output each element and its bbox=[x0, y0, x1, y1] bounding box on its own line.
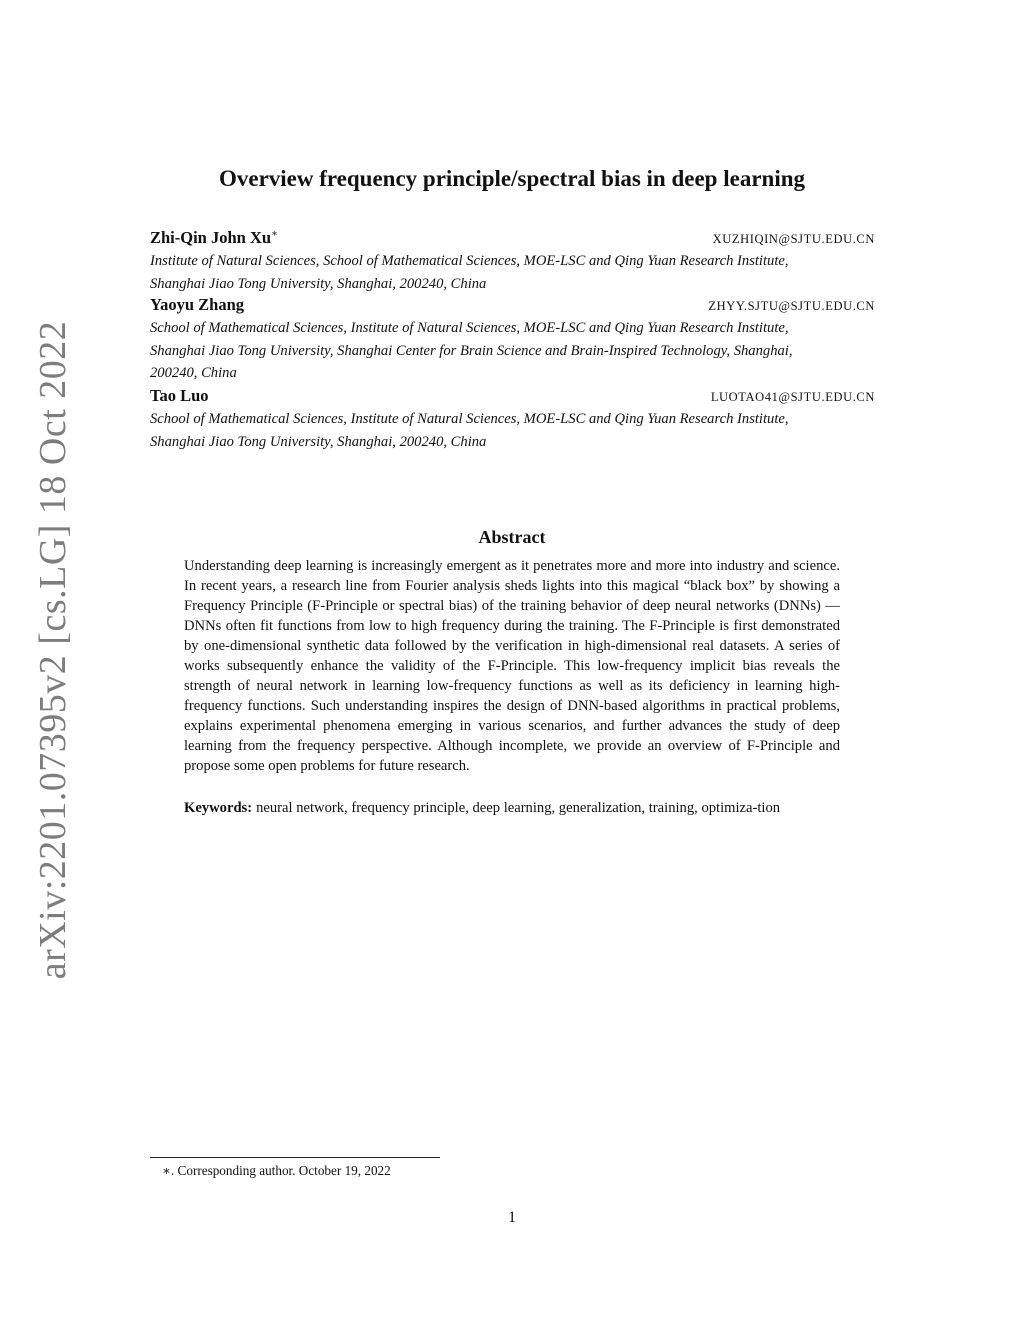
footnote-divider bbox=[150, 1157, 440, 1158]
author-email[interactable]: ZHYY.SJTU@SJTU.EDU.CN bbox=[708, 299, 875, 313]
author-affiliation: Shanghai Jiao Tong University, Shanghai, 200240, China bbox=[150, 275, 487, 292]
abstract-heading: Abstract bbox=[478, 527, 546, 547]
author-affiliation: 200240, China bbox=[150, 365, 237, 382]
author-name: Tao Luo bbox=[150, 386, 209, 405]
author-affiliation: Shanghai Jiao Tong University, Shanghai, 200240, China bbox=[150, 433, 487, 450]
author-block bbox=[150, 386, 875, 453]
arxiv-stamp: arXiv:2201.07395v2 [cs.LG] 18 Oct 2022 bbox=[32, 320, 74, 980]
abstract-text: Understanding deep learning is increasingly emergent as it penetrates more and more into industry and science. In recent years, a research line from Fourier analysis sheds lights into this magical “black box” by showing a Frequency Principle (F-Principle or spectral bias) of the training behavior of deep neural networks (DNNs) — DNNs often fit functions from low to high frequency during the training. The F-Principle is first demonstrated by one-dimensional synthetic data followed by the verification in high-dimensional real datasets. A series of works subsequently enhance the validity of the F-Principle. This low-frequency implicit bias reveals the strength of neural network in learning low-frequency functions as well as its deficiency in learning high-frequency functions. Such understanding inspires the design of DNN-based algorithms in practical problems, explains experimental phenomena emerging in various scenarios, and further advances the study of deep learning from the frequency perspective. Although incomplete, we provide an overview of F-Principle and propose some open problems for future research. bbox=[184, 558, 840, 774]
page-number: 1 bbox=[508, 1209, 516, 1226]
author-affiliation: School of Mathematical Sciences, Institute of Natural Sciences, MOE-LSC and Qing Yuan Research Institute, bbox=[150, 320, 789, 336]
author-block bbox=[150, 295, 875, 385]
author-name: Yaoyu Zhang bbox=[150, 295, 244, 314]
keywords bbox=[184, 798, 840, 818]
author-name: Zhi-Qin John Xu∗ bbox=[150, 228, 278, 247]
keywords-text: neural network, frequency principle, deep learning, generalization, training, optimiza-tion bbox=[256, 800, 781, 816]
author-email[interactable]: XUZHIQIN@SJTU.EDU.CN bbox=[712, 232, 875, 246]
footnote: ∗. Corresponding author. October 19, 2022 bbox=[162, 1163, 391, 1178]
author-affiliation: Shanghai Jiao Tong University, Shanghai Center for Brain Science and Brain-Inspired Technology, Shanghai, bbox=[150, 342, 793, 359]
paper-title: Overview frequency principle/spectral bias in deep learning bbox=[218, 166, 806, 191]
corresponding-mark: ∗ bbox=[271, 228, 278, 240]
keywords-label: Keywords: bbox=[184, 800, 253, 816]
author-affiliation: Institute of Natural Sciences, School of Mathematical Sciences, MOE-LSC and Qing Yuan Research Institute, bbox=[150, 253, 789, 269]
author-email[interactable]: LUOTAO41@SJTU.EDU.CN bbox=[710, 390, 875, 404]
author-affiliation: School of Mathematical Sciences, Institute of Natural Sciences, MOE-LSC and Qing Yuan Research Institute, bbox=[150, 411, 789, 427]
author-block bbox=[150, 228, 875, 295]
